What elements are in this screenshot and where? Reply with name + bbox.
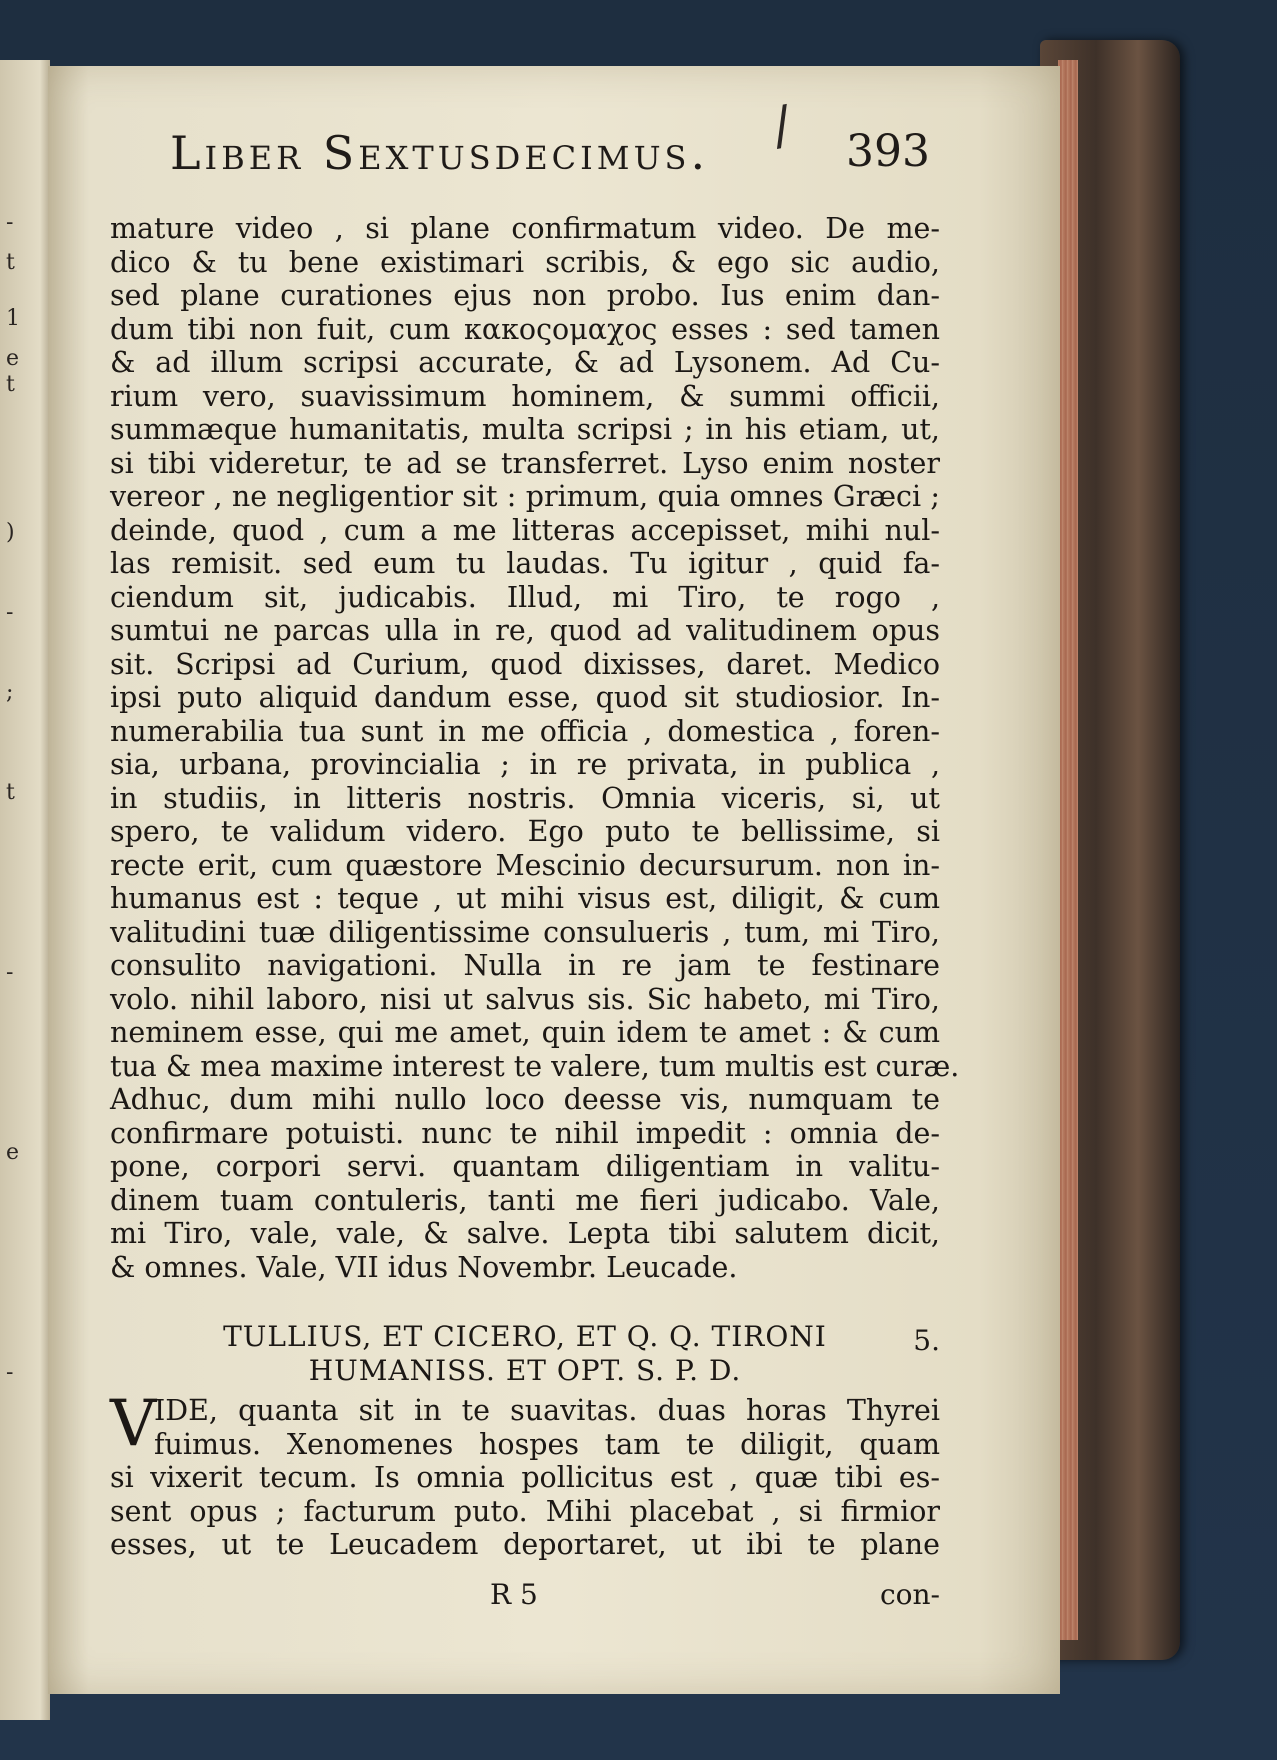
previous-page-glyph: 1 bbox=[6, 306, 20, 331]
text-line: mi Tiro, vale, vale, & salve. Lepta tibi salutem dicit, bbox=[110, 1217, 940, 1250]
text-line: mature video , si plane confirmatum video. De me- bbox=[110, 212, 940, 245]
previous-page-glyph: ) bbox=[6, 520, 15, 545]
previous-page-glyph: e bbox=[6, 1140, 20, 1165]
letter-body bbox=[110, 1387, 940, 1562]
text-line: dinem tuam contuleris, tanti me fieri judicabo. Vale, bbox=[110, 1183, 940, 1217]
text-line: neminem esse, qui me amet, quin idem te amet : & cum bbox=[110, 1016, 940, 1049]
text-line: & omnes. Vale, VII idus Novembr. Leucade. bbox=[110, 1250, 738, 1284]
text-line: numerabilia tua sunt in me officia , domestica , foren- bbox=[110, 714, 940, 748]
text-line: rium vero, suavissimum hominem, & summi officii, bbox=[110, 379, 940, 413]
text-line: tua & mea maxime interest te valere, tum multis est curæ. bbox=[110, 1049, 960, 1083]
text-line: IDE, quanta sit in te suavitas. duas horas Thyrei bbox=[154, 1394, 940, 1427]
text-line: sent opus ; facturum puto. Mihi placebat , si firmior bbox=[110, 1494, 940, 1528]
text-line: dum tibi non fuit, cum κακοςομαχος esses : sed tamen bbox=[110, 312, 940, 346]
previous-page-glyph: - bbox=[6, 210, 14, 235]
text-line: summæque humanitatis, multa scripsi ; in his etiam, ut, bbox=[110, 413, 940, 446]
page-footer bbox=[110, 1578, 940, 1612]
text-line: & ad illum scripsi accurate, & ad Lysonem. Ad Cu- bbox=[110, 346, 940, 379]
text-line: sed plane curationes ejus non probo. Ius enim dan- bbox=[110, 279, 940, 312]
text-line: humanus est : teque , ut mihi visus est, diligit, & cum bbox=[110, 882, 940, 915]
running-title: Liber Sextusdecimus. bbox=[170, 126, 710, 180]
text-line: sia, urbana, provincialia ; in re privata, in publica , bbox=[110, 748, 940, 781]
text-line: las remisit. sed eum tu laudas. Tu igitur , quid fa- bbox=[110, 547, 940, 580]
letter-number: 5. bbox=[913, 1324, 940, 1357]
previous-page-glyph: t bbox=[6, 250, 15, 275]
text-line: Adhuc, dum mihi nullo loco deesse vis, numquam te bbox=[110, 1083, 940, 1116]
text-line: esses, ut te Leucadem deportaret, ut ibi te plane bbox=[110, 1528, 940, 1561]
text-line: pone, corpori servi. quantam diligentiam in valitu- bbox=[110, 1150, 940, 1183]
text-line: sit. Scripsi ad Curium, quod dixisses, daret. Medico bbox=[110, 647, 940, 681]
previous-page bbox=[0, 60, 50, 1720]
text-line: sumtui ne parcas ulla in re, quod ad valitudinem opus bbox=[110, 614, 940, 647]
previous-page-glyph: - bbox=[6, 960, 14, 985]
signature-mark: R 5 bbox=[490, 1578, 538, 1611]
letter-heading-line: TULLIUS, ET CICERO, ET Q. Q. TIRONI bbox=[223, 1320, 827, 1353]
text-line: ciendum sit, judicabis. Illud, mi Tiro, te rogo , bbox=[110, 580, 940, 614]
previous-page-glyph: ; bbox=[6, 680, 14, 705]
text-line: vereor , ne negligentior sit : primum, quia omnes Græci ; bbox=[110, 480, 940, 513]
letter-heading-line: HUMANISS. ET OPT. S. P. D. bbox=[308, 1354, 742, 1387]
text-line: valitudini tuæ diligentissime consulueris , tum, mi Tiro, bbox=[110, 915, 940, 949]
text-line: in studiis, in litteris nostris. Omnia viceris, si, ut bbox=[110, 781, 940, 815]
text-line: fuimus. Xenomenes hospes tam te diligit, quam bbox=[154, 1427, 940, 1461]
catchword: con- bbox=[879, 1578, 940, 1611]
drop-initial: V bbox=[110, 1387, 157, 1461]
text-line: consulito navigationi. Nulla in re jam te festinare bbox=[110, 949, 940, 982]
text-line: si tibi videretur, te ad se transferret. Lyso enim noster bbox=[110, 446, 940, 480]
previous-page-glyph: - bbox=[6, 1360, 14, 1385]
previous-page-glyph: t bbox=[6, 780, 15, 805]
text-line: si vixerit tecum. Is omnia pollicitus est , quæ tibi es- bbox=[110, 1461, 940, 1494]
text-line: spero, te validum videro. Ego puto te bellissime, si bbox=[110, 815, 940, 848]
text-line: dico & tu bene existimari scribis, & ego sic audio, bbox=[110, 245, 940, 279]
previous-page-glyph: - bbox=[6, 600, 14, 625]
body-text bbox=[110, 212, 960, 1284]
page-header bbox=[170, 94, 930, 186]
text-line: ipsi puto aliquid dandum esse, quod sit studiosior. In- bbox=[110, 681, 940, 714]
text-line: deinde, quod , cum a me litteras accepisset, mihi nul- bbox=[110, 513, 940, 547]
previous-page-glyph: t bbox=[6, 372, 15, 397]
text-line: recte erit, cum quæstore Mescinio decursurum. non in- bbox=[110, 848, 940, 882]
text-line: confirmare potuisti. nunc te nihil impedit : omnia de- bbox=[110, 1116, 940, 1150]
page-edges bbox=[1058, 60, 1078, 1640]
pen-mark: / bbox=[767, 94, 796, 158]
previous-page-glyph: e bbox=[6, 346, 20, 371]
page-number: 393 bbox=[846, 126, 930, 177]
letter-heading bbox=[110, 1320, 940, 1388]
text-line: volo. nihil laboro, nisi ut salvus sis. Sic habeto, mi Tiro, bbox=[110, 982, 940, 1016]
